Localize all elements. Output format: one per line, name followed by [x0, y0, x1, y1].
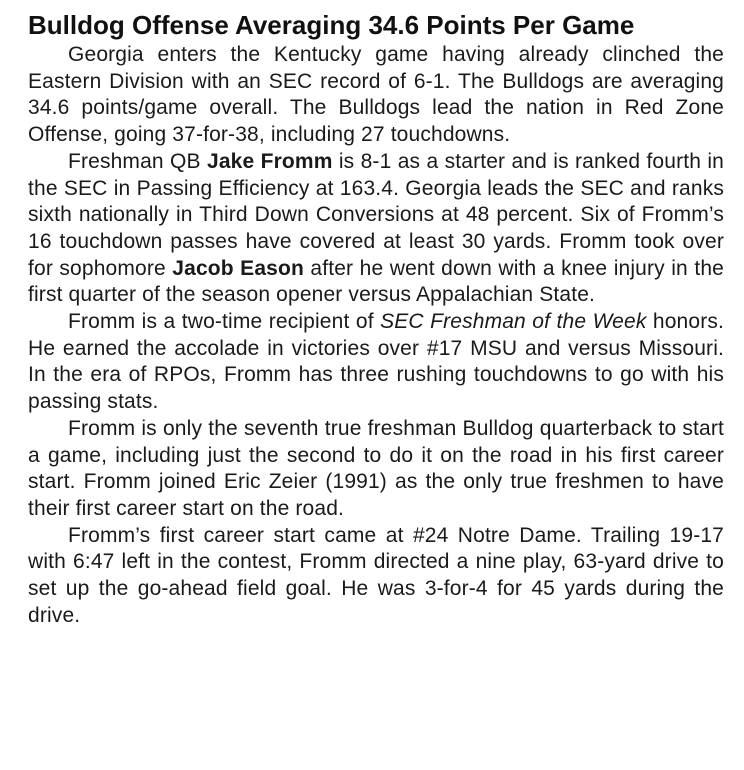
paragraph-notre-dame: Fromm’s first career start came at #24 Notre Dame. Trailing 19-17 with 6:47 left in the contest, Fromm directed a nine play, 63-yard drive to set up the go-ahead field goal. He was 3-for-4 for 45 yards during the drive. [28, 523, 724, 627]
article [28, 10, 724, 629]
p2-text-1: Freshman QB [68, 149, 207, 173]
headline: Bulldog Offense Averaging 34.6 Points Per Game [28, 10, 635, 40]
paragraph-freshman-award [28, 309, 724, 416]
award-name: SEC Freshman of the Week [380, 310, 647, 334]
paragraph-georgia-record: Georgia enters the Kentucky game having already clinched the Eastern Division with an SEC record of 6-1. The Bulldogs are averaging 34.6 points/game overall. The Bulldogs lead the nation in Red Zone Offense, going 37-for-38, including 27 touchdowns. [28, 43, 724, 147]
player-name-jacob-eason: Jacob Eason [172, 256, 304, 280]
p2-text-2: is 8-1 as a starter and is ranked fourth in the SEC in Passing Efficiency at 163.4. Georgia leads the SEC and ranks sixth nationally in Third Down Conversions at 48 percent. Six of Fromm’s 16 touchdown passes have covered at least 30 yards. Fromm took over for sophomore [28, 149, 724, 280]
p2-text-3: after he went down with a knee injury in the first quarter of the season opener versus Appalachian State. [28, 256, 724, 307]
paragraph-true-freshman: Fromm is only the seventh true freshman Bulldog quarterback to start a game, including just the second to do it on the road in his first career start. Fromm joined Eric Zeier (1991) as the only true freshmen to have their first career start on the road. [28, 416, 724, 520]
player-name-jake-fromm: Jake Fromm [206, 149, 333, 173]
p3-text-1: Fromm is a two-time recipient of [68, 310, 381, 334]
paragraph-fromm-starter [28, 149, 724, 309]
p3-text-2: honors. He earned the accolade in victories over #17 MSU and versus Missouri. In the era of RPOs, Fromm has three rushing touchdowns to go with his passing stats. [28, 310, 724, 414]
